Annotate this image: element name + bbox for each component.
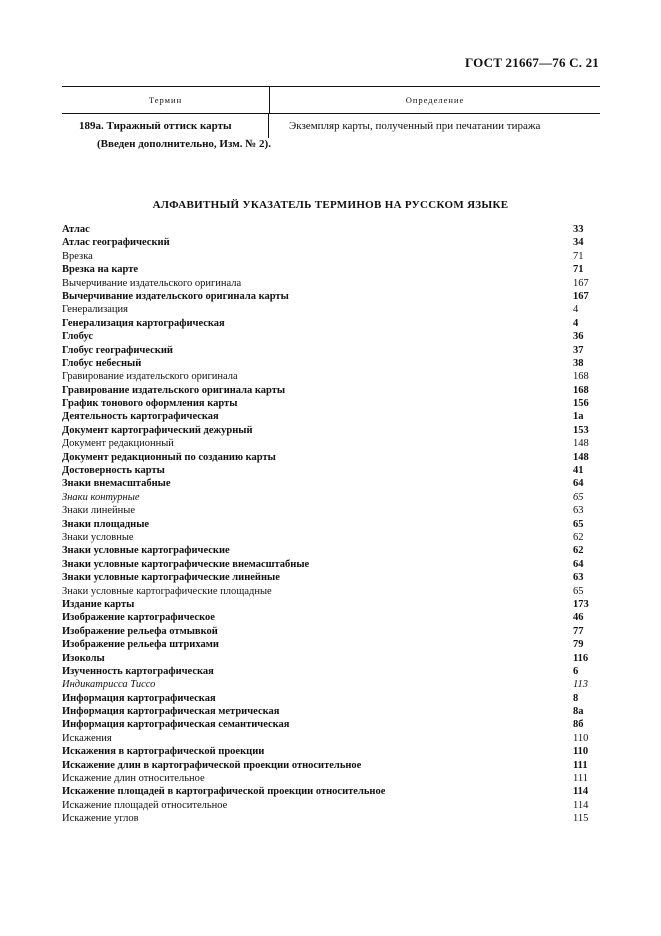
column-header-term: Термин [62, 87, 270, 113]
index-entry [62, 357, 600, 370]
index-term: Знаки условные картографические линейные [62, 572, 280, 584]
term-cell: 189а. Тиражный оттиск карты [62, 114, 269, 138]
index-entry [62, 330, 600, 343]
index-term-number: 6 [573, 665, 579, 677]
index-term-number: 148 [573, 438, 589, 450]
index-term-number: 113 [573, 679, 588, 691]
index-term-number: 62 [573, 545, 584, 557]
index-term: Врезка [62, 250, 93, 262]
index-entry [62, 518, 600, 531]
index-term: Атлас [62, 224, 90, 235]
index-entry [62, 491, 600, 504]
index-term: Гравирование издательского оригинала [62, 371, 238, 383]
index-term: График тонового оформления карты [62, 398, 238, 410]
index-term-number: 65 [573, 585, 584, 597]
index-entry [62, 732, 600, 745]
index-term-number: 153 [573, 424, 589, 436]
index-entry [62, 652, 600, 665]
index-term-number: 168 [573, 371, 589, 383]
index-term: Знаки внемасштабные [62, 478, 171, 490]
index-term-number: 148 [573, 451, 589, 463]
index-term: Индикатрисса Тиссо [62, 679, 156, 691]
index-term: Информация картографическая [62, 692, 216, 704]
index-term-number: 4 [573, 304, 579, 316]
index-term-number: 4 [573, 317, 579, 329]
index-term-number: 111 [573, 773, 588, 785]
index-entry [62, 718, 600, 731]
index-term-number: 77 [573, 625, 584, 637]
index-term: Вычерчивание издательского оригинала [62, 277, 242, 289]
index-term: Глобус [62, 331, 94, 343]
index-term: Знаки условные картографические [62, 545, 230, 557]
index-entry [62, 772, 600, 785]
index-entry [62, 277, 600, 290]
index-term-number: 110 [573, 732, 589, 744]
index-term: Изображение рельефа отмывкой [62, 625, 218, 637]
standard-header: ГОСТ 21667—76 С. 21 [465, 55, 599, 70]
index-term-number: 168 [573, 384, 589, 396]
index-term: Атлас географический [62, 237, 170, 249]
index-entry [62, 384, 600, 397]
index-term: Информация картографическая метрическая [62, 706, 280, 718]
index-term-number: 110 [573, 746, 589, 758]
index-entry [62, 236, 600, 249]
amendment-note: (Введен дополнительно, Изм. № 2). [97, 138, 271, 150]
index-term: Гравирование издательского оригинала карты [62, 384, 286, 396]
index-term: Деятельность картографическая [62, 411, 219, 423]
index-term-number: 8а [573, 706, 584, 718]
index-entry [62, 223, 600, 236]
index-term-number: 65 [573, 518, 584, 530]
index-term: Вычерчивание издательского оригинала карты [62, 290, 289, 302]
index-entry [62, 544, 600, 557]
index-term: Достоверность карты [62, 465, 165, 477]
index-term: Искажение углов [62, 813, 139, 825]
index-term: Искажение площадей относительное [62, 799, 228, 811]
index-term: Искажения в картографической проекции [62, 746, 265, 758]
index-term: Знаки линейные [62, 505, 135, 517]
index-term-number: 115 [573, 813, 589, 825]
index-term: Изоколы [62, 652, 105, 664]
index-entry [62, 250, 600, 263]
index-entry [62, 437, 600, 450]
index-term: Врезка на карте [62, 264, 139, 276]
index-term: Знаки условные [62, 531, 134, 543]
index-term-number: 64 [573, 558, 584, 570]
index-term: Изображение картографическое [62, 612, 215, 624]
index-term: Издание карты [62, 598, 135, 610]
index-term-number: 167 [573, 290, 589, 302]
index-term-number: 1а [573, 411, 584, 423]
table-header-row [62, 86, 600, 114]
index-entry [62, 397, 600, 410]
index-term-number: 79 [573, 639, 584, 651]
index-term: Информация картографическая семантическая [62, 719, 290, 731]
index-term-number: 63 [573, 572, 584, 584]
index-term: Глобус небесный [62, 357, 142, 369]
index-term-number: 8 [573, 692, 579, 704]
index-term: Знаки условные картографические внемасштабные [62, 558, 310, 570]
index-entry [62, 504, 600, 517]
terms-table [62, 86, 600, 138]
index-term-number: 62 [573, 531, 584, 543]
index-term: Искажения [62, 732, 112, 744]
index-entry [62, 303, 600, 316]
index-term-number: 156 [573, 398, 589, 410]
index-entry [62, 665, 600, 678]
column-header-definition: Определение [405, 95, 465, 105]
index-term-number: 71 [573, 250, 584, 262]
index-term: Искажение длин относительное [62, 773, 205, 785]
index-term: Изученность картографическая [62, 665, 214, 677]
index-term-number: 33 [573, 224, 584, 235]
index-entry [62, 638, 600, 651]
index-entry [62, 799, 600, 812]
index-term: Документ редакционный по созданию карты [62, 451, 276, 463]
index-term-number: 173 [573, 598, 589, 610]
index-term: Генерализация картографическая [62, 317, 225, 329]
index-term-number: 111 [573, 759, 588, 771]
index-title: АЛФАВИТНЫЙ УКАЗАТЕЛЬ ТЕРМИНОВ НА РУССКОМ ЯЗЫКЕ [152, 199, 509, 211]
index-term-number: 46 [573, 612, 584, 624]
index-entry [62, 785, 600, 798]
index-entry [62, 611, 600, 624]
index-term-number: 41 [573, 465, 584, 477]
index-entry [62, 585, 600, 598]
index-term-number: 114 [573, 786, 589, 798]
index-entry [62, 745, 600, 758]
index-term-number: 114 [573, 799, 589, 811]
index-entry [62, 705, 600, 718]
index-entry [62, 317, 600, 330]
index-entry [62, 692, 600, 705]
index-term-number: 71 [573, 264, 584, 276]
index-term: Знаки контурные [62, 491, 140, 503]
table-row [62, 114, 600, 138]
index-entry [62, 424, 600, 437]
index-entry [62, 410, 600, 423]
index-term: Документ картографический дежурный [62, 424, 253, 436]
index-term-number: 116 [573, 652, 589, 664]
index-entry [62, 531, 600, 544]
index-term: Документ редакционный [62, 438, 174, 450]
index-entry [62, 558, 600, 571]
index-entry [62, 464, 600, 477]
index-entry [62, 290, 600, 303]
index-term-number: 37 [573, 344, 584, 356]
index-entry [62, 571, 600, 584]
index-entry [62, 625, 600, 638]
index-term: Искажение длин в картографической проекции относительное [62, 759, 362, 771]
index-list [62, 223, 600, 826]
index-entry [62, 370, 600, 383]
index-term-number: 34 [573, 237, 584, 249]
index-term-number: 167 [573, 277, 589, 289]
index-entry [62, 477, 600, 490]
index-entry [62, 678, 600, 691]
index-term: Знаки площадные [62, 518, 150, 530]
index-term: Изображение рельефа штрихами [62, 639, 219, 651]
index-term-number: 63 [573, 505, 584, 517]
index-term-number: 38 [573, 357, 584, 369]
index-term: Искажение площадей в картографической проекции относительное [62, 786, 386, 798]
index-entry [62, 759, 600, 772]
index-term-number: 65 [573, 491, 584, 503]
index-term-number: 8б [573, 719, 584, 731]
index-term: Знаки условные картографические площадные [62, 585, 272, 597]
index-term: Генерализация [62, 304, 128, 316]
definition-cell: Экземпляр карты, полученный при печатании тиража [289, 120, 541, 132]
index-entry [62, 263, 600, 276]
index-entry [62, 812, 600, 825]
index-term: Глобус географический [62, 344, 173, 356]
index-entry [62, 344, 600, 357]
index-entry [62, 598, 600, 611]
index-term-number: 36 [573, 331, 584, 343]
index-entry [62, 451, 600, 464]
index-term-number: 64 [573, 478, 584, 490]
